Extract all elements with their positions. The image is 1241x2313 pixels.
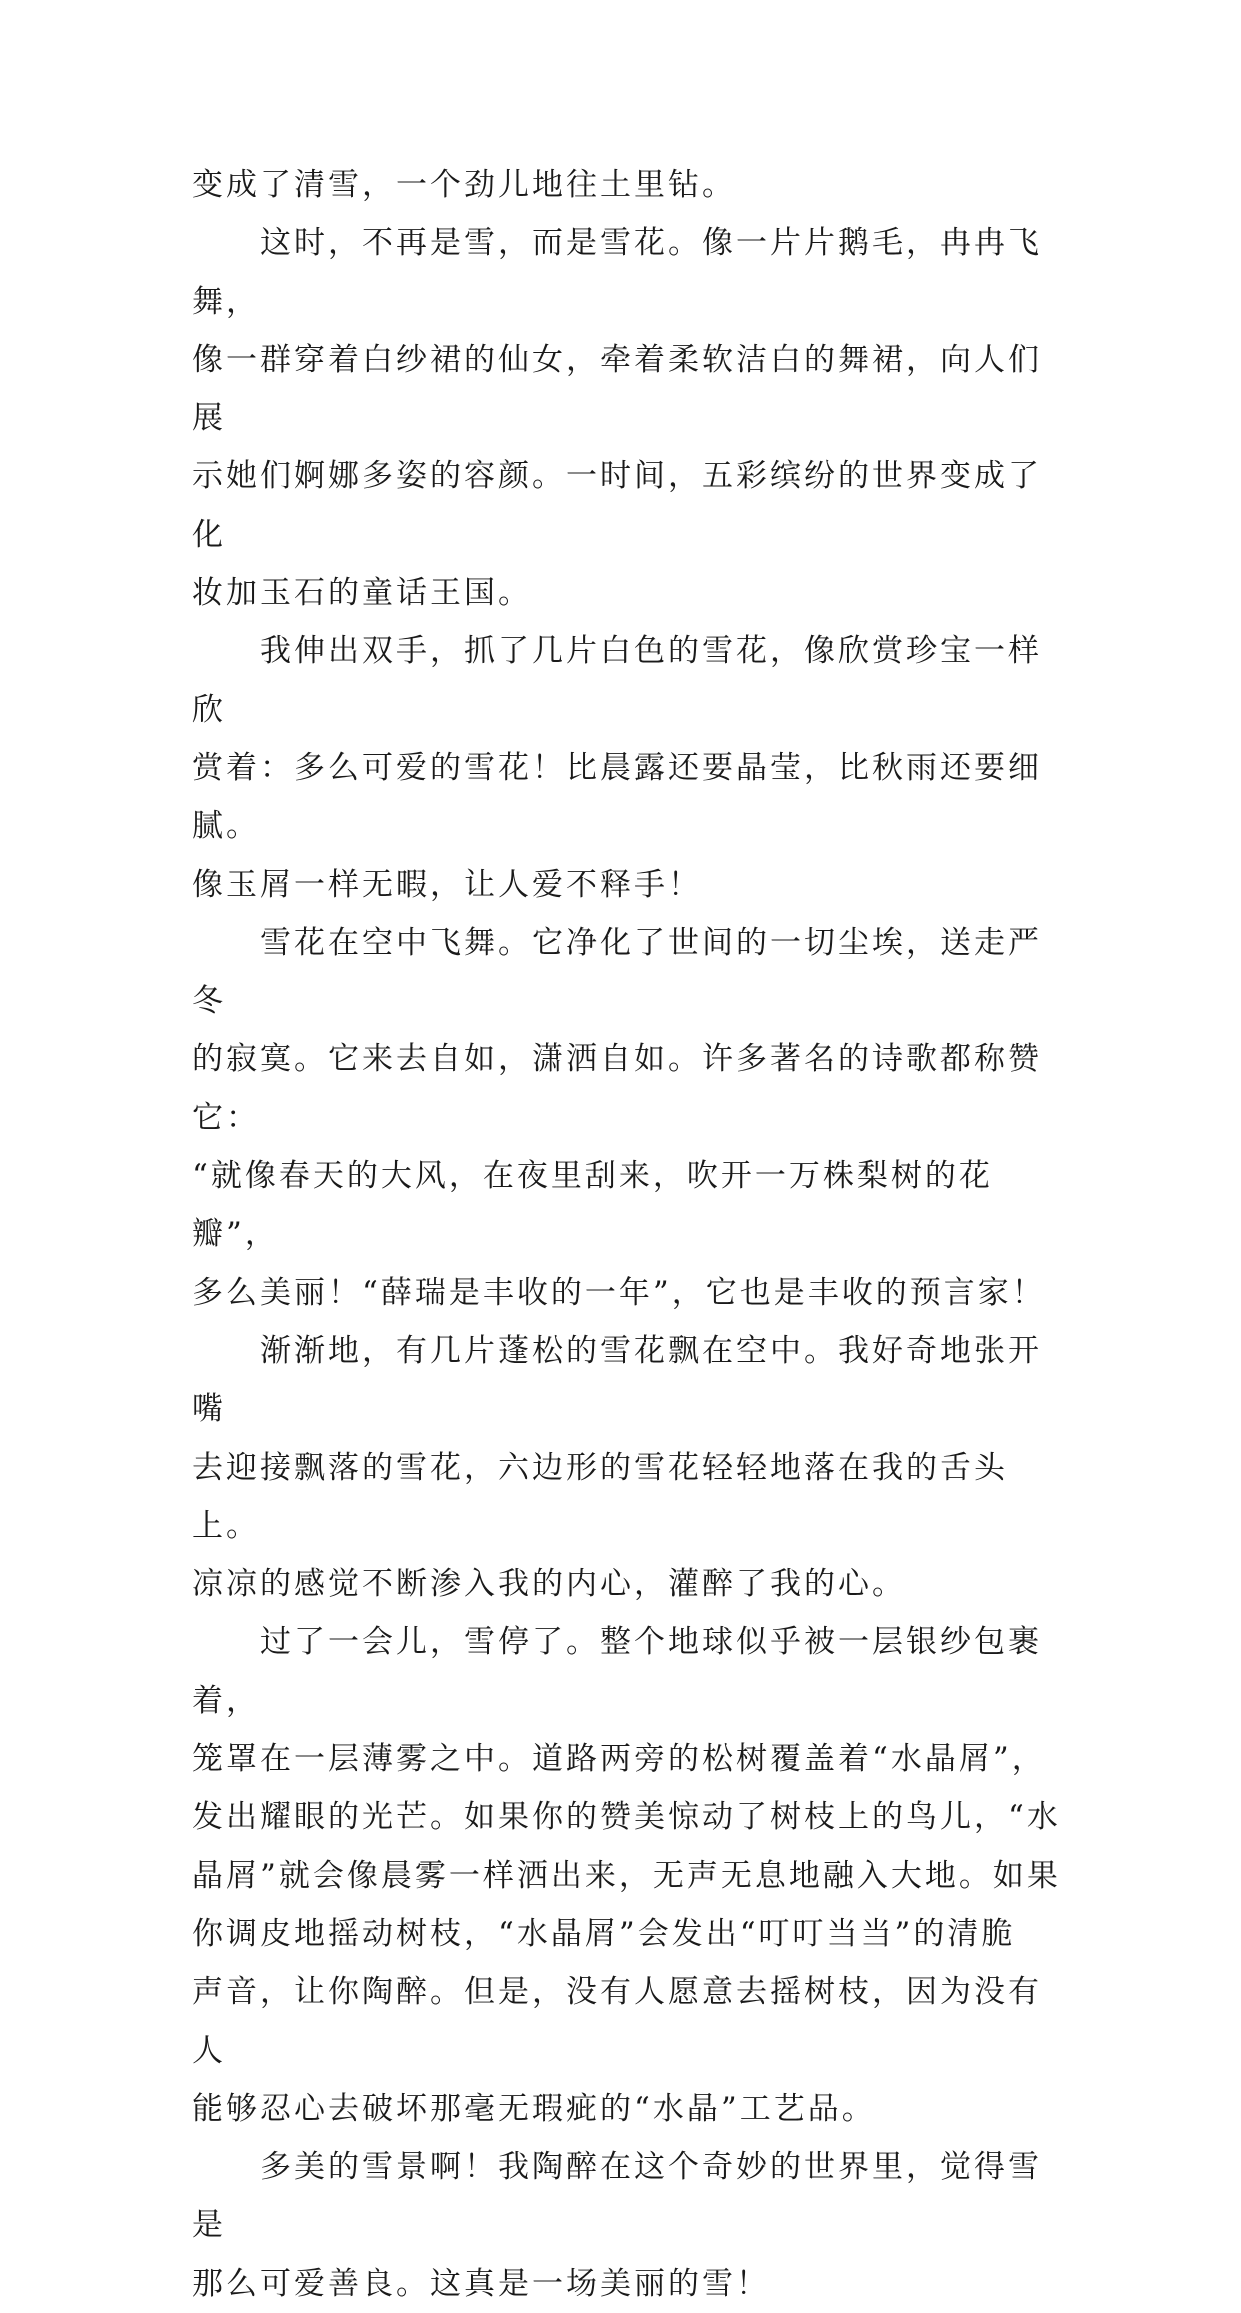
- paragraph-6: 过了一会儿，雪停了。整个地球似乎被一层银纱包裹着， 笼罩在一层薄雾之中。道路两旁的松树覆盖着“水晶屑”， 发出耀眼的光芒。如果你的赞美惊动了树枝上的鸟儿，“水 晶屑”就会像晨雾一样洒出来，无声无息地融入大地。如果 你调皮地摇动树枝，“水晶屑”会发出“叮叮当当”的清脆 声音，让你陶醉。但是，没有人愿意去摇树枝，因为没有人 能够忍心去破坏那毫无瑕疵的“水晶”工艺品。: [192, 1624, 1061, 2127]
- paragraph-3: 我伸出双手，抓了几片白色的雪花，像欣赏珍宝一样欣 赏着：多么可爱的雪花！比晨露还要晶莹，比秋雨还要细腻。 像玉屑一样无暇，让人爱不释手！: [192, 633, 1042, 903]
- body-text: [192, 156, 1062, 2313]
- paragraph-2: 这时，不再是雪，而是雪花。像一片片鹅毛，冉冉飞舞， 像一群穿着白纱裙的仙女，牵着柔软洁白的舞裙，向人们展 示她们婀娜多姿的容颜。一时间，五彩缤纷的世界变成了化 妆加玉石的童话王国。: [192, 225, 1042, 612]
- paragraph-5: 渐渐地，有几片蓬松的雪花飘在空中。我好奇地张开嘴 去迎接飘落的雪花，六边形的雪花轻轻地落在我的舌头上。 凉凉的感觉不断渗入我的内心，灌醉了我的心。: [192, 1332, 1042, 1603]
- paragraph-4: 雪花在空中飞舞。它净化了世间的一切尘埃，送走严冬 的寂寞。它来去自如，潇洒自如。许多著名的诗歌都称赞它： “就像春天的大风，在夜里刮来，吹开一万株梨树的花瓣”， 多么美丽！“薛瑞是丰收的一年”，它也是丰收的预言家！: [192, 924, 1046, 1311]
- paragraph-1: 变成了清雪，一个劲儿地往土里钻。: [192, 167, 736, 203]
- paragraph-7: 多美的雪景啊！我陶醉在这个奇妙的世界里，觉得雪是 那么可爱善良。这真是一场美丽的雪！: [192, 2149, 1042, 2302]
